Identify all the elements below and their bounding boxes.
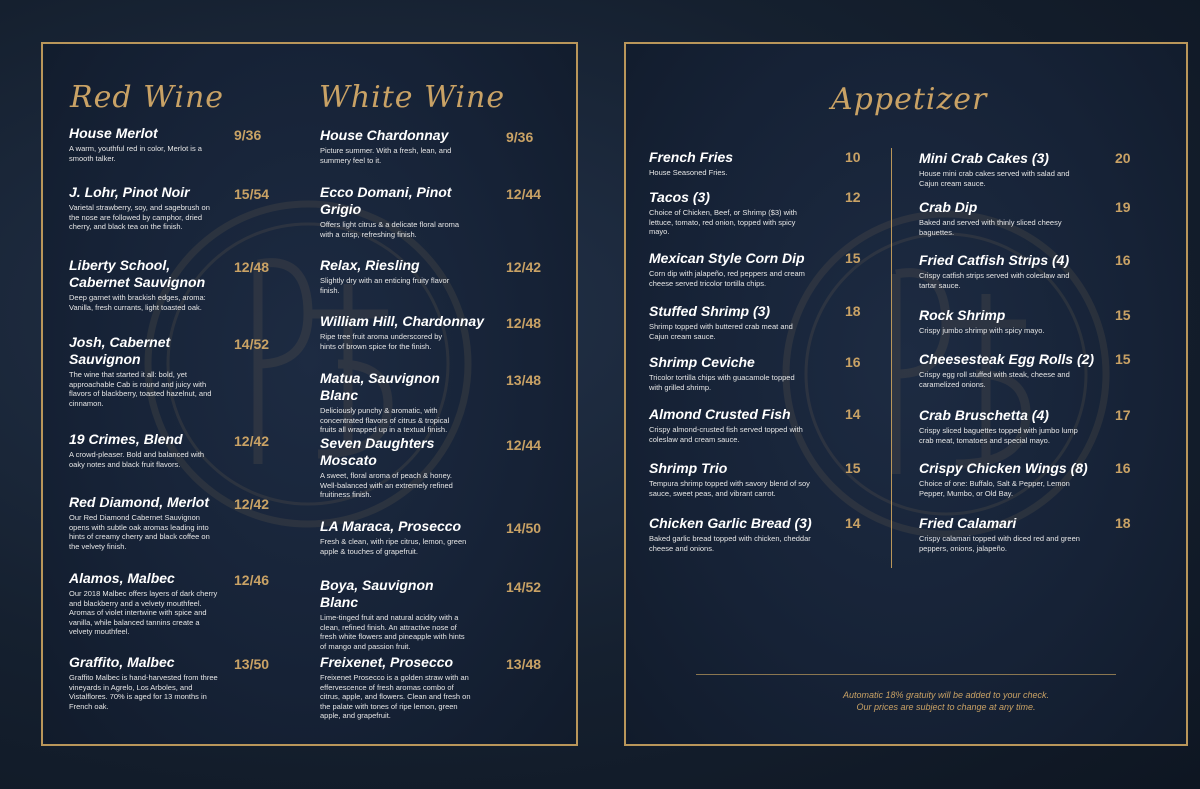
item-price: 13/48	[506, 372, 542, 388]
item-description: Tricolor tortilla chips with guacamole topped with grilled shrimp.	[649, 373, 795, 392]
item-description: Deep garnet with brackish edges, aroma: Vanilla, fresh currants, light toasted oak.	[69, 293, 206, 312]
item-description: Ripe tree fruit aroma underscored by hints of brown spice for the finish.	[320, 332, 443, 351]
item-name: William Hill, Chardonnay	[320, 313, 485, 329]
item-price: 15	[1115, 351, 1131, 367]
menu-item	[320, 313, 490, 351]
item-description: House mini crab cakes served with salad and Cajun cream sauce.	[919, 169, 1070, 188]
menu-item	[69, 125, 219, 163]
item-price: 14/52	[234, 336, 270, 352]
item-description: Lime-tinged fruit and natural acidity with a clean, refined finish. An attractive nose of fresh white flowers and pineapple with hints of mango and passion fruit.	[320, 613, 465, 651]
item-description: Corn dip with jalapeño, red peppers and cream cheese served tricolor tortilla chips.	[649, 269, 805, 288]
item-price: 12/48	[506, 315, 542, 331]
menu-item	[919, 199, 1089, 237]
item-name: Red Diamond, Merlot	[69, 494, 210, 510]
menu-item	[919, 515, 1089, 553]
item-price: 14/50	[506, 520, 542, 536]
item-name: Freixenet, Prosecco	[320, 654, 454, 670]
item-price: 18	[1115, 515, 1131, 531]
menu-item	[69, 431, 219, 469]
item-description: Choice of Chicken, Beef, or Shrimp ($3) with lettuce, tomato, red onion, topped with spicy mayo.	[649, 208, 797, 236]
item-price: 16	[1115, 252, 1131, 268]
menu-item	[919, 351, 1109, 389]
menu-item	[919, 407, 1089, 445]
item-description: Tempura shrimp topped with savory blend of soy sauce, sweet peas, and vibrant carrot.	[649, 479, 810, 498]
menu-item	[649, 303, 809, 341]
item-name: J. Lohr, Pinot Noir	[69, 184, 190, 200]
item-description: Crispy calamari topped with diced red and green peppers, onions, jalapeño.	[919, 534, 1080, 553]
item-name: Chicken Garlic Bread (3)	[649, 515, 812, 531]
item-name: Shrimp Trio	[649, 460, 728, 476]
item-description: Crispy almond-crusted fish served topped with coleslaw and cream sauce.	[649, 425, 803, 444]
price-change-note: Our prices are subject to change at any time.	[856, 702, 1036, 712]
menu-item	[649, 354, 809, 392]
item-description: A warm, youthful red in color, Merlot is a smooth talker.	[69, 144, 202, 163]
menu-item	[649, 189, 809, 237]
item-name: French Fries	[649, 149, 734, 165]
item-name: House Merlot	[69, 125, 158, 141]
item-description: Our 2018 Malbec offers layers of dark cherry and blackberry and a velvety mouthfeel. Aromas of violet intertwine with spice and vanilla, while balanced tannins create a velvety mouthfeel.	[69, 589, 218, 636]
item-price: 12/42	[506, 259, 542, 275]
item-description: Crispy jumbo shrimp with spicy mayo.	[919, 326, 1045, 335]
item-description: Baked garlic bread topped with chicken, cheddar cheese and onions.	[649, 534, 811, 553]
item-name: Liberty School, Cabernet Sauvignon	[69, 257, 206, 290]
item-name: LA Maraca, Prosecco	[320, 518, 462, 534]
item-price: 12/44	[506, 186, 542, 202]
item-price: 14	[845, 515, 861, 531]
item-description: Our Red Diamond Cabernet Sauvignon opens with subtle oak aromas leading into hints of creamy cherry and black coffee on the velvety finish.	[69, 513, 210, 551]
item-price: 16	[845, 354, 861, 370]
menu-item	[649, 149, 809, 178]
item-description: Graffito Malbec is hand-harvested from three vineyards in Agrelo, Los Arboles, and Vistalflores. 70% is aged for 13 months in French oak.	[69, 673, 218, 711]
item-description: Offers light citrus & a delicate floral aroma with a crisp, refreshing finish.	[320, 220, 460, 239]
item-name: Boya, Sauvignon Blanc	[320, 577, 434, 610]
item-name: Graffito, Malbec	[69, 654, 175, 670]
menu-item	[320, 257, 470, 295]
item-price: 12/42	[234, 433, 270, 449]
item-price: 13/50	[234, 656, 270, 672]
item-name: Alamos, Malbec	[69, 570, 175, 586]
item-description: The wine that started it all: bold, yet approachable Cab is round and juicy with flavors of blackberry, toasted hazelnut, and cinnamon.	[69, 370, 212, 408]
menu-item	[320, 577, 470, 651]
menu-item	[69, 654, 219, 711]
item-description: Varietal strawberry, soy, and sagebrush on the nose are followed by camphor, dried cherry, and black tea on the finish.	[69, 203, 210, 231]
appetizer-menu-panel	[624, 42, 1188, 746]
item-description: Slightly dry with an enticing fruity flavor finish.	[320, 276, 450, 295]
item-name: Cheesesteak Egg Rolls (2)	[919, 351, 1095, 367]
item-name: Stuffed Shrimp (3)	[649, 303, 771, 319]
item-description: Deliciously punchy & aromatic, with concentrated flavors of citrus & tropical fruits all wrapped up in a textual finish.	[320, 406, 450, 434]
menu-item	[69, 257, 219, 312]
item-description: Baked and served with thinly sliced cheesy baguettes.	[919, 218, 1062, 237]
wine-menu-panel	[41, 42, 578, 746]
menu-item	[69, 494, 219, 551]
menu-item	[919, 307, 1089, 336]
item-name: Fried Calamari	[919, 515, 1017, 531]
item-price: 14/52	[506, 579, 542, 595]
item-description: A sweet, floral aroma of peach & honey. Well-balanced with an extremely refined fruitiness finish.	[320, 471, 453, 499]
column-divider	[891, 148, 892, 568]
item-description: Freixenet Prosecco is a golden straw with an effervescence of fresh aromas combo of citrus, apple, and flowers. Clean and fresh on the palate with tones of ripe lemon, green apple, and grapefruit.	[320, 673, 471, 720]
item-price: 9/36	[506, 129, 534, 145]
item-name: Rock Shrimp	[919, 307, 1006, 323]
item-price: 12	[845, 189, 861, 205]
item-price: 14	[845, 406, 861, 422]
item-price: 12/48	[234, 259, 270, 275]
menu-item	[649, 515, 839, 553]
item-name: Mexican Style Corn Dip	[649, 250, 805, 266]
white-wine-title: White Wine	[319, 80, 506, 115]
item-price: 15	[845, 250, 861, 266]
item-description: Crispy sliced baguettes topped with jumbo lump crab meat, tomatoes and special mayo.	[919, 426, 1078, 445]
item-description: Crispy catfish strips served with coleslaw and tartar sauce.	[919, 271, 1070, 290]
item-name: Crispy Chicken Wings (8)	[919, 460, 1088, 476]
item-price: 15/54	[234, 186, 270, 202]
item-description: Shrimp topped with buttered crab meat and Cajun cream sauce.	[649, 322, 793, 341]
menu-item	[919, 460, 1109, 498]
menu-item	[320, 435, 470, 500]
red-wine-title: Red Wine	[70, 80, 225, 115]
menu-item	[320, 518, 470, 556]
item-price: 12/44	[506, 437, 542, 453]
menu-item	[69, 570, 219, 637]
item-name: Matua, Sauvignon Blanc	[320, 370, 440, 403]
menu-item	[649, 406, 814, 444]
item-price: 15	[1115, 307, 1131, 323]
item-price: 10	[845, 149, 861, 165]
item-price: 17	[1115, 407, 1131, 423]
item-price: 19	[1115, 199, 1131, 215]
menu-item	[69, 334, 219, 408]
item-name: House Chardonnay	[320, 127, 449, 143]
item-price: 12/46	[234, 572, 270, 588]
menu-item	[649, 460, 814, 498]
item-name: Relax, Riesling	[320, 257, 420, 273]
item-price: 9/36	[234, 127, 262, 143]
item-description: Fresh & clean, with ripe citrus, lemon, green apple & touches of grapefruit.	[320, 537, 467, 556]
item-description: Crispy egg roll stuffed with steak, cheese and caramelized onions.	[919, 370, 1070, 389]
item-name: Tacos (3)	[649, 189, 710, 205]
item-name: Almond Crusted Fish	[649, 406, 791, 422]
gratuity-note: Automatic 18% gratuity will be added to your check.	[842, 690, 1050, 700]
item-price: 20	[1115, 150, 1131, 166]
appetizer-title: Appetizer	[831, 82, 988, 117]
menu-item	[320, 654, 475, 721]
menu-item	[919, 150, 1089, 188]
menu-item	[649, 250, 829, 288]
item-name: Josh, Cabernet Sauvignon	[69, 334, 171, 367]
footer-note	[776, 689, 1116, 713]
item-price: 12/42	[234, 496, 270, 512]
item-description: A crowd-pleaser. Bold and balanced with oaky notes and black fruit flavors.	[69, 450, 205, 469]
item-name: Ecco Domani, Pinot Grigio	[320, 184, 452, 217]
item-name: Crab Bruschetta (4)	[919, 407, 1049, 423]
item-price: 13/48	[506, 656, 542, 672]
item-name: Fried Catfish Strips (4)	[919, 252, 1070, 268]
item-name: 19 Crimes, Blend	[69, 431, 183, 447]
menu-item	[320, 184, 470, 239]
item-name: Shrimp Ceviche	[649, 354, 755, 370]
item-price: 16	[1115, 460, 1131, 476]
item-description: House Seasoned Fries.	[649, 168, 728, 177]
item-price: 18	[845, 303, 861, 319]
item-description: Picture summer. With a fresh, lean, and summery feel to it.	[320, 146, 452, 165]
item-name: Crab Dip	[919, 199, 978, 215]
item-name: Seven Daughters Moscato	[320, 435, 435, 468]
item-name: Mini Crab Cakes (3)	[919, 150, 1049, 166]
menu-item	[69, 184, 219, 232]
menu-item	[320, 127, 470, 165]
menu-item	[919, 252, 1109, 290]
item-price: 15	[845, 460, 861, 476]
item-description: Choice of one: Buffalo, Salt & Pepper, Lemon Pepper, Mumbo, or Old Bay.	[919, 479, 1070, 498]
menu-item	[320, 370, 480, 435]
footer-divider	[696, 674, 1116, 675]
